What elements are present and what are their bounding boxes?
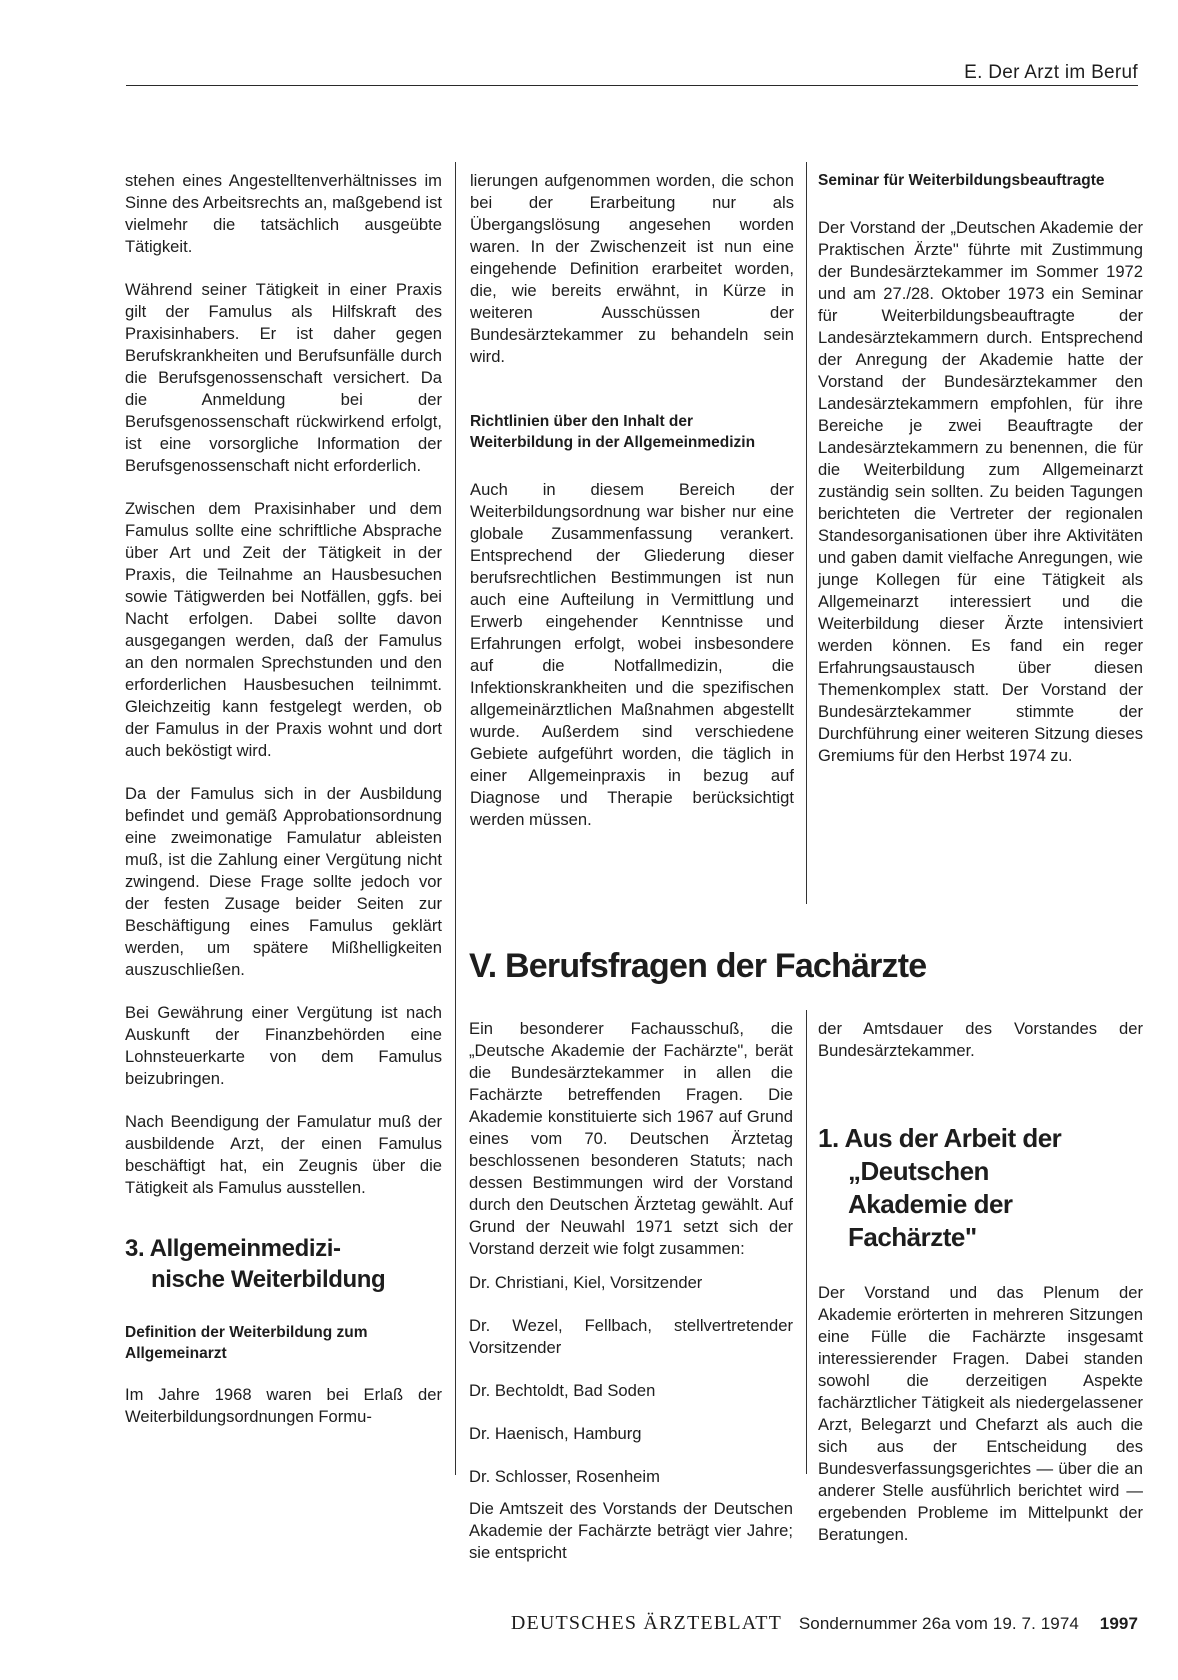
- column-4: [469, 1018, 793, 1564]
- issue-info: Sondernummer 26a vom 19. 7. 1974: [798, 1614, 1079, 1633]
- column-5: [818, 1018, 1143, 1546]
- column-divider: [806, 162, 807, 904]
- list-item: Dr. Bechtoldt, Bad Soden: [469, 1381, 656, 1400]
- list-item: Dr. Schlosser, Rosenheim: [469, 1467, 660, 1486]
- list-item: Dr. Haenisch, Hamburg: [469, 1424, 642, 1443]
- section-title-berufsfragen: V. Berufsfragen der Fachärzte: [469, 947, 927, 985]
- paragraph: Ein besonderer Fachausschuß, die „Deutsche Akademie der Fachärzte", berät die Bundesärztekammer in allen die Fachärzte betreffenden Fragen. Die Akademie konstituierte sich 1967 auf Grund eines vom 70. Deutschen Ärztetag beschlossenen besonderen Statuts; nach dessen Bestimmungen wird der Vorstand durch den Deutschen Ärztetag gewählt. Auf Grund der Neuwahl 1971 setzt sich der Vorstand derzeit wie folgt zusammen:: [469, 1019, 793, 1258]
- board-member-list: [469, 1272, 793, 1488]
- page-number: 1997: [1099, 1614, 1138, 1633]
- paragraph: Der Vorstand der „Deutschen Akademie der Praktischen Ärzte" führte mit Zustimmung der Bundesärztekammer im Sommer 1972 und am 27./28. Oktober 1973 ein Seminar für Weiterbildungsbeauftragte der Landesärztekammern durch. Entsprechend der Anregung der Akademie hatte der Vorstand der Bundesärztekammer den Landesärztekammern empfohlen, für ihre Bereiche je zwei Beauftragte der Landesärztekammern zu benennen, die für die Weiterbildung zum Allgemeinarzt zuständig sein sollten. Zu beiden Tagungen berichteten die Vertreter der regionalen Standesorganisationen über ihre Aktivitäten und gaben damit vielfache Anregungen, wie junge Kollegen für eine Tätigkeit als Allgemeinarzt interessiert und die Weiterbildung dieser Ärzte intensiviert werden können. Es fand ein reger Erfahrungsaustausch über diesen Themenkomplex statt. Der Vorstand der Bundesärztekammer stimmte der Durchführung einer weiteren Sitzung dieses Gremiums für den Herbst 1974 zu.: [818, 218, 1143, 765]
- paragraph: Im Jahre 1968 waren bei Erlaß der Weiterbildungsordnungen Formu-: [125, 1385, 442, 1426]
- section-heading-line: nische Weiterbildung: [151, 1266, 386, 1293]
- section-heading-line: Fachärzte": [848, 1222, 977, 1252]
- column-3: [818, 170, 1143, 767]
- section-heading-line: 3. Allgemeinmedizi-: [125, 1235, 341, 1262]
- section-heading-line: „Deutschen: [848, 1156, 989, 1186]
- paragraph: Nach Beendigung der Famulatur muß der ausbildende Arzt, der einen Famulus beschäftigt hat, ein Zeugnis über die Tätigkeit als Famulus ausstellen.: [125, 1112, 442, 1197]
- paragraph: lierungen aufgenommen worden, die schon bei der Erarbeitung nur als Übergangslösung angesehen worden waren. In der Zwischenzeit ist nun eine eingehende Definition erarbeitet worden, die, wie bereits erwähnt, in Kürze in weiteren Ausschüssen der Bundesärztekammer zu behandeln sein wird.: [470, 171, 794, 366]
- column-divider: [455, 162, 456, 1475]
- paragraph: Die Amtszeit des Vorstands der Deutschen Akademie der Fachärzte beträgt vier Jahre; sie entspricht: [469, 1499, 793, 1562]
- running-head: E. Der Arzt im Beruf: [964, 62, 1138, 83]
- paragraph: Der Vorstand und das Plenum der Akademie erörterten in mehreren Sitzungen eine Fülle die Fachärzte insgesamt interessierender Fragen. Dabei standen sowohl die derzeitigen Aspekte fachärztlicher Tätigkeit als niedergelassener Arzt, Belegarzt und Chefarzt als auch die sich aus der Entscheidung des Bundesverfassungsgerichtes — über die an anderer Stelle ausführlich berichtet wird — ergebenden Probleme im Mittelpunkt der Beratungen.: [818, 1283, 1143, 1544]
- section-heading-allgemeinmedizin: [125, 1233, 442, 1295]
- subheading: Seminar für Weiterbildungsbeauftragte: [818, 172, 1105, 189]
- subheading: Definition der Weiterbildung zum Allgemeinarzt: [125, 1324, 368, 1362]
- list-item: Dr. Christiani, Kiel, Vorsitzender: [469, 1273, 703, 1292]
- section-heading-line: Akademie der: [848, 1189, 1013, 1219]
- section-heading-akademie: [818, 1122, 1143, 1254]
- list-item: Dr. Wezel, Fellbach, stellvertretender Vorsitzender: [469, 1316, 793, 1357]
- column-2: [470, 170, 794, 831]
- section-heading-line: 1. Aus der Arbeit der: [818, 1123, 1062, 1153]
- paragraph: stehen eines Angestelltenverhältnisses im Sinne des Arbeitsrechts an, maßgebend ist vielmehr die tatsächlich ausgeübte Tätigkeit.: [125, 171, 442, 256]
- paragraph: Bei Gewährung einer Vergütung ist nach Auskunft der Finanzbehörden eine Lohnsteuerkarte von dem Famulus beizubringen.: [125, 1003, 442, 1088]
- paragraph: der Amtsdauer des Vorstandes der Bundesärztekammer.: [818, 1019, 1143, 1060]
- header-rule: [126, 85, 1138, 86]
- paragraph: Da der Famulus sich in der Ausbildung befindet und gemäß Approbationsordnung eine zweimonatige Famulatur ableisten muß, ist die Zahlung einer Vergütung nicht zwingend. Diese Frage sollte jedoch vor der festen Zusage beider Seiten zur Beschäftigung eines Famulus geklärt werden, um spätere Mißhelligkeiten auszuschließen.: [125, 784, 442, 979]
- column-1: [125, 170, 442, 1428]
- masthead: DEUTSCHES ÄRZTEBLATT: [510, 1612, 783, 1634]
- footer: [511, 1612, 1138, 1635]
- column-divider: [806, 1010, 807, 1474]
- paragraph: Zwischen dem Praxisinhaber und dem Famulus sollte eine schriftliche Absprache über Art und Zeit der Tätigkeit in der Praxis, die Teilnahme an Hausbesuchen sowie Tätigwerden bei Notfällen, ggfs. bei Nacht erfolgen. Dabei sollte davon ausgegangen werden, daß der Famulus an den normalen Sprechstunden und den erforderlichen Hausbesuchen teilnimmt. Gleichzeitig kann festgelegt werden, ob der Famulus in der Praxis wohnt und dort auch beköstigt wird.: [125, 499, 442, 760]
- subheading: Richtlinien über den Inhalt der Weiterbildung in der Allgemeinmedizin: [470, 413, 756, 451]
- paragraph: Auch in diesem Bereich der Weiterbildungsordnung war bisher nur eine globale Zusammenfassung verankert. Entsprechend der Gliederung dieser berufsrechtlichen Bestimmungen ist nun auch eine Aufteilung in Vermittlung und Erwerb eingehender Kenntnisse und Erfahrungen erfolgt, wobei insbesondere auf die Notfallmedizin, die Infektionskrankheiten und die spezifischen allgemeinärztlichen Maßnahmen abgestellt wurde. Außerdem sind verschiedene Gebiete aufgeführt worden, die täglich in einer Allgemeinpraxis in bezug auf Diagnose und Therapie berücksichtigt werden müssen.: [470, 480, 794, 829]
- paragraph: Während seiner Tätigkeit in einer Praxis gilt der Famulus als Hilfskraft des Praxisinhabers. Er ist daher gegen Berufskrankheiten und Berufsunfälle durch die Berufsgenossenschaft versichert. Da die Anmeldung bei der Berufsgenossenschaft rückwirkend erfolgt, ist eine vorsorgliche Information der Berufsgenossenschaft nicht erforderlich.: [125, 280, 442, 475]
